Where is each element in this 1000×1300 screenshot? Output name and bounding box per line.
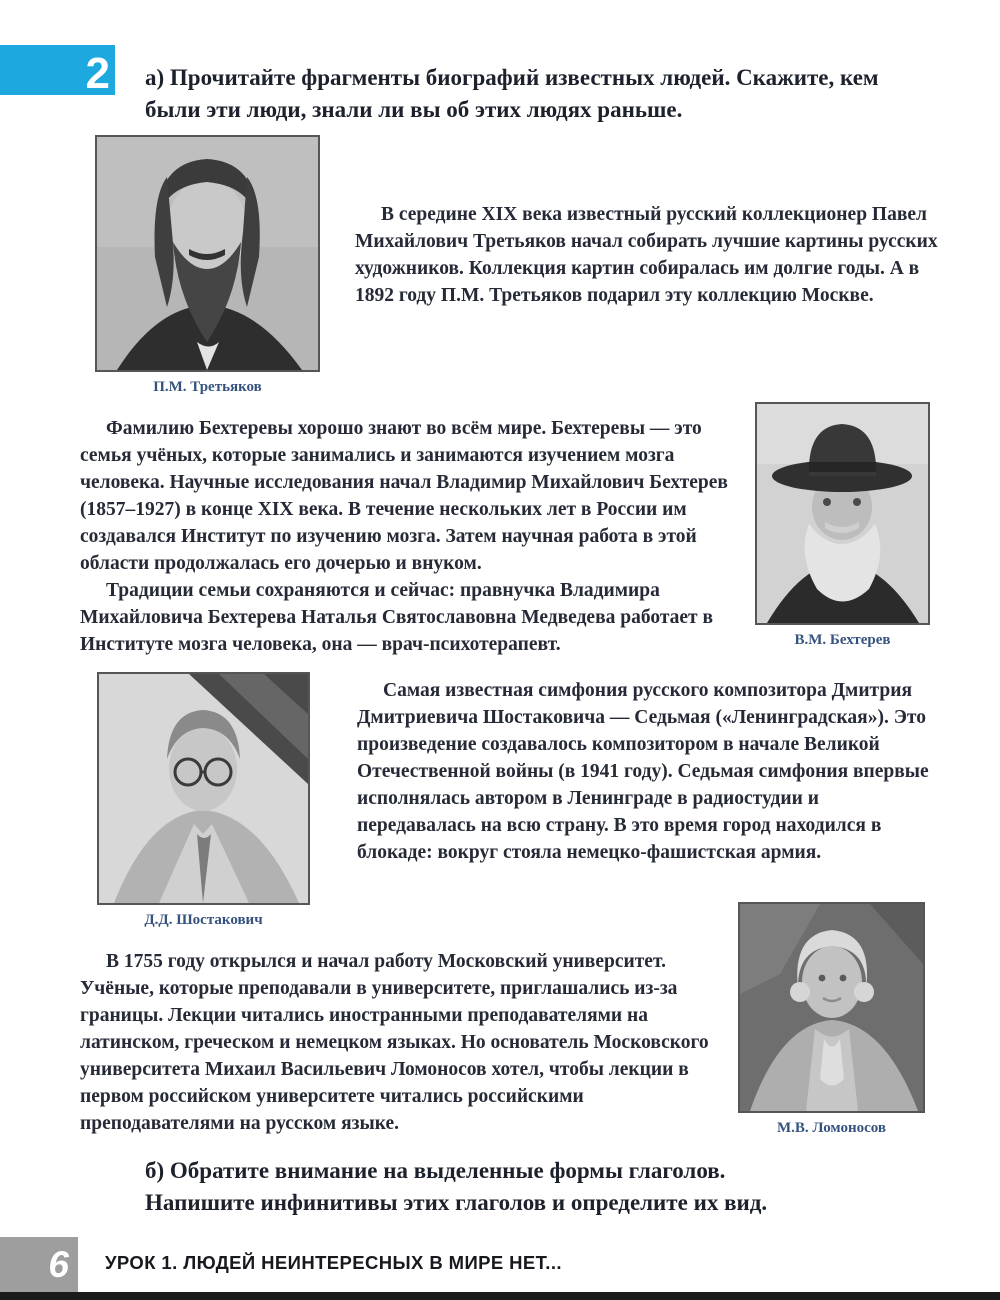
photo-caption: В.М. Бехтерев: [794, 632, 891, 648]
photo-caption: Д.Д. Шостакович: [144, 912, 263, 928]
task-b-heading: б) Обратите внимание на выделенные формы глаголов. Напишите инфинитивы этих глаголов и определите их вид.: [145, 1158, 768, 1215]
biography-bekhterev: [80, 415, 748, 658]
portrait-lomonosov-icon: [738, 902, 925, 1113]
page-number: 6: [48, 1244, 69, 1285]
lesson-footer-title: УРОК 1. ЛЮДЕЙ НЕИНТЕРЕСНЫХ В МИРЕ НЕТ...: [105, 1252, 562, 1273]
portrait-shostakovich-icon: [97, 672, 310, 905]
portrait-bekhterev-icon: [755, 402, 930, 625]
paragraph: Самая известная симфония русского композитора Дмитрия Дмитриевича Шостаковича — Седьмая («Ленинградская»). Это произведение создавалось композитором в начале Великой Отечественной войны (в 1941 году). Седьмая симфония впервые исполнялась автором в Ленинграде в радиостудии и передавалась на всю страну. В это время город находился в блокаде: вокруг стояла немецко-фашистская армия.: [357, 680, 929, 863]
biography-shostakovich: [357, 677, 935, 866]
figure-lomonosov: [738, 902, 925, 1137]
paragraph: Фамилию Бехтеревы хорошо знают во всём мире. Бехтеревы — это семья учёных, которые занимались и занимаются изучением мозга человека. Научные исследования начал Владимир Михайлович Бехтерев (1857–1927) в конце XIX века. В течение нескольких лет в России им создавался Институт по изучению мозга. Затем научная работа в этой области продолжалась его дочерью и внуком.: [80, 418, 728, 574]
photo-caption: П.М. Третьяков: [153, 379, 262, 395]
photo-caption: М.В. Ломоносов: [777, 1120, 886, 1136]
figure-tretyakov: [95, 135, 320, 396]
figure-bekhterev: [755, 402, 930, 649]
biography-lomonosov: [80, 948, 728, 1137]
page-number-box: [0, 1237, 78, 1292]
paragraph: Традиции семьи сохраняются и сейчас: правнучка Владимира Михайловича Бехтерева Наталья Святославовна Медведева работает в Институте мозга человека, она — врач-психотерапевт.: [80, 580, 714, 655]
paragraph: В середине XIX века известный русский коллекционер Павел Михайлович Третьяков начал собирать лучшие картины русских художников. Коллекция картин собиралась им долгие годы. А в 1892 году П.М. Третьяков подарил эту коллекцию Москве.: [355, 204, 938, 306]
footer-divider-bar: [0, 1292, 1000, 1300]
biography-tretyakov: [355, 201, 940, 309]
portrait-tretyakov-icon: [95, 135, 320, 372]
task-number-badge: [0, 45, 115, 98]
task-a-heading: а) Прочитайте фрагменты биографий известных людей. Скажите, кем были эти люди, знали ли вы об этих людях раньше.: [145, 65, 879, 122]
figure-shostakovich: [97, 672, 310, 929]
task-number: 2: [85, 49, 110, 98]
paragraph: В 1755 году открылся и начал работу Московский университет. Учёные, которые преподавали в университете, приглашались из-за границы. Лекции читались иностранными преподавателями на латинском, греческом и немецком языках. Но основатель Московского университета Михаил Васильевич Ломоносов хотел, чтобы лекции в первом российском университете читались российскими преподавателями на русском языке.: [80, 951, 709, 1134]
